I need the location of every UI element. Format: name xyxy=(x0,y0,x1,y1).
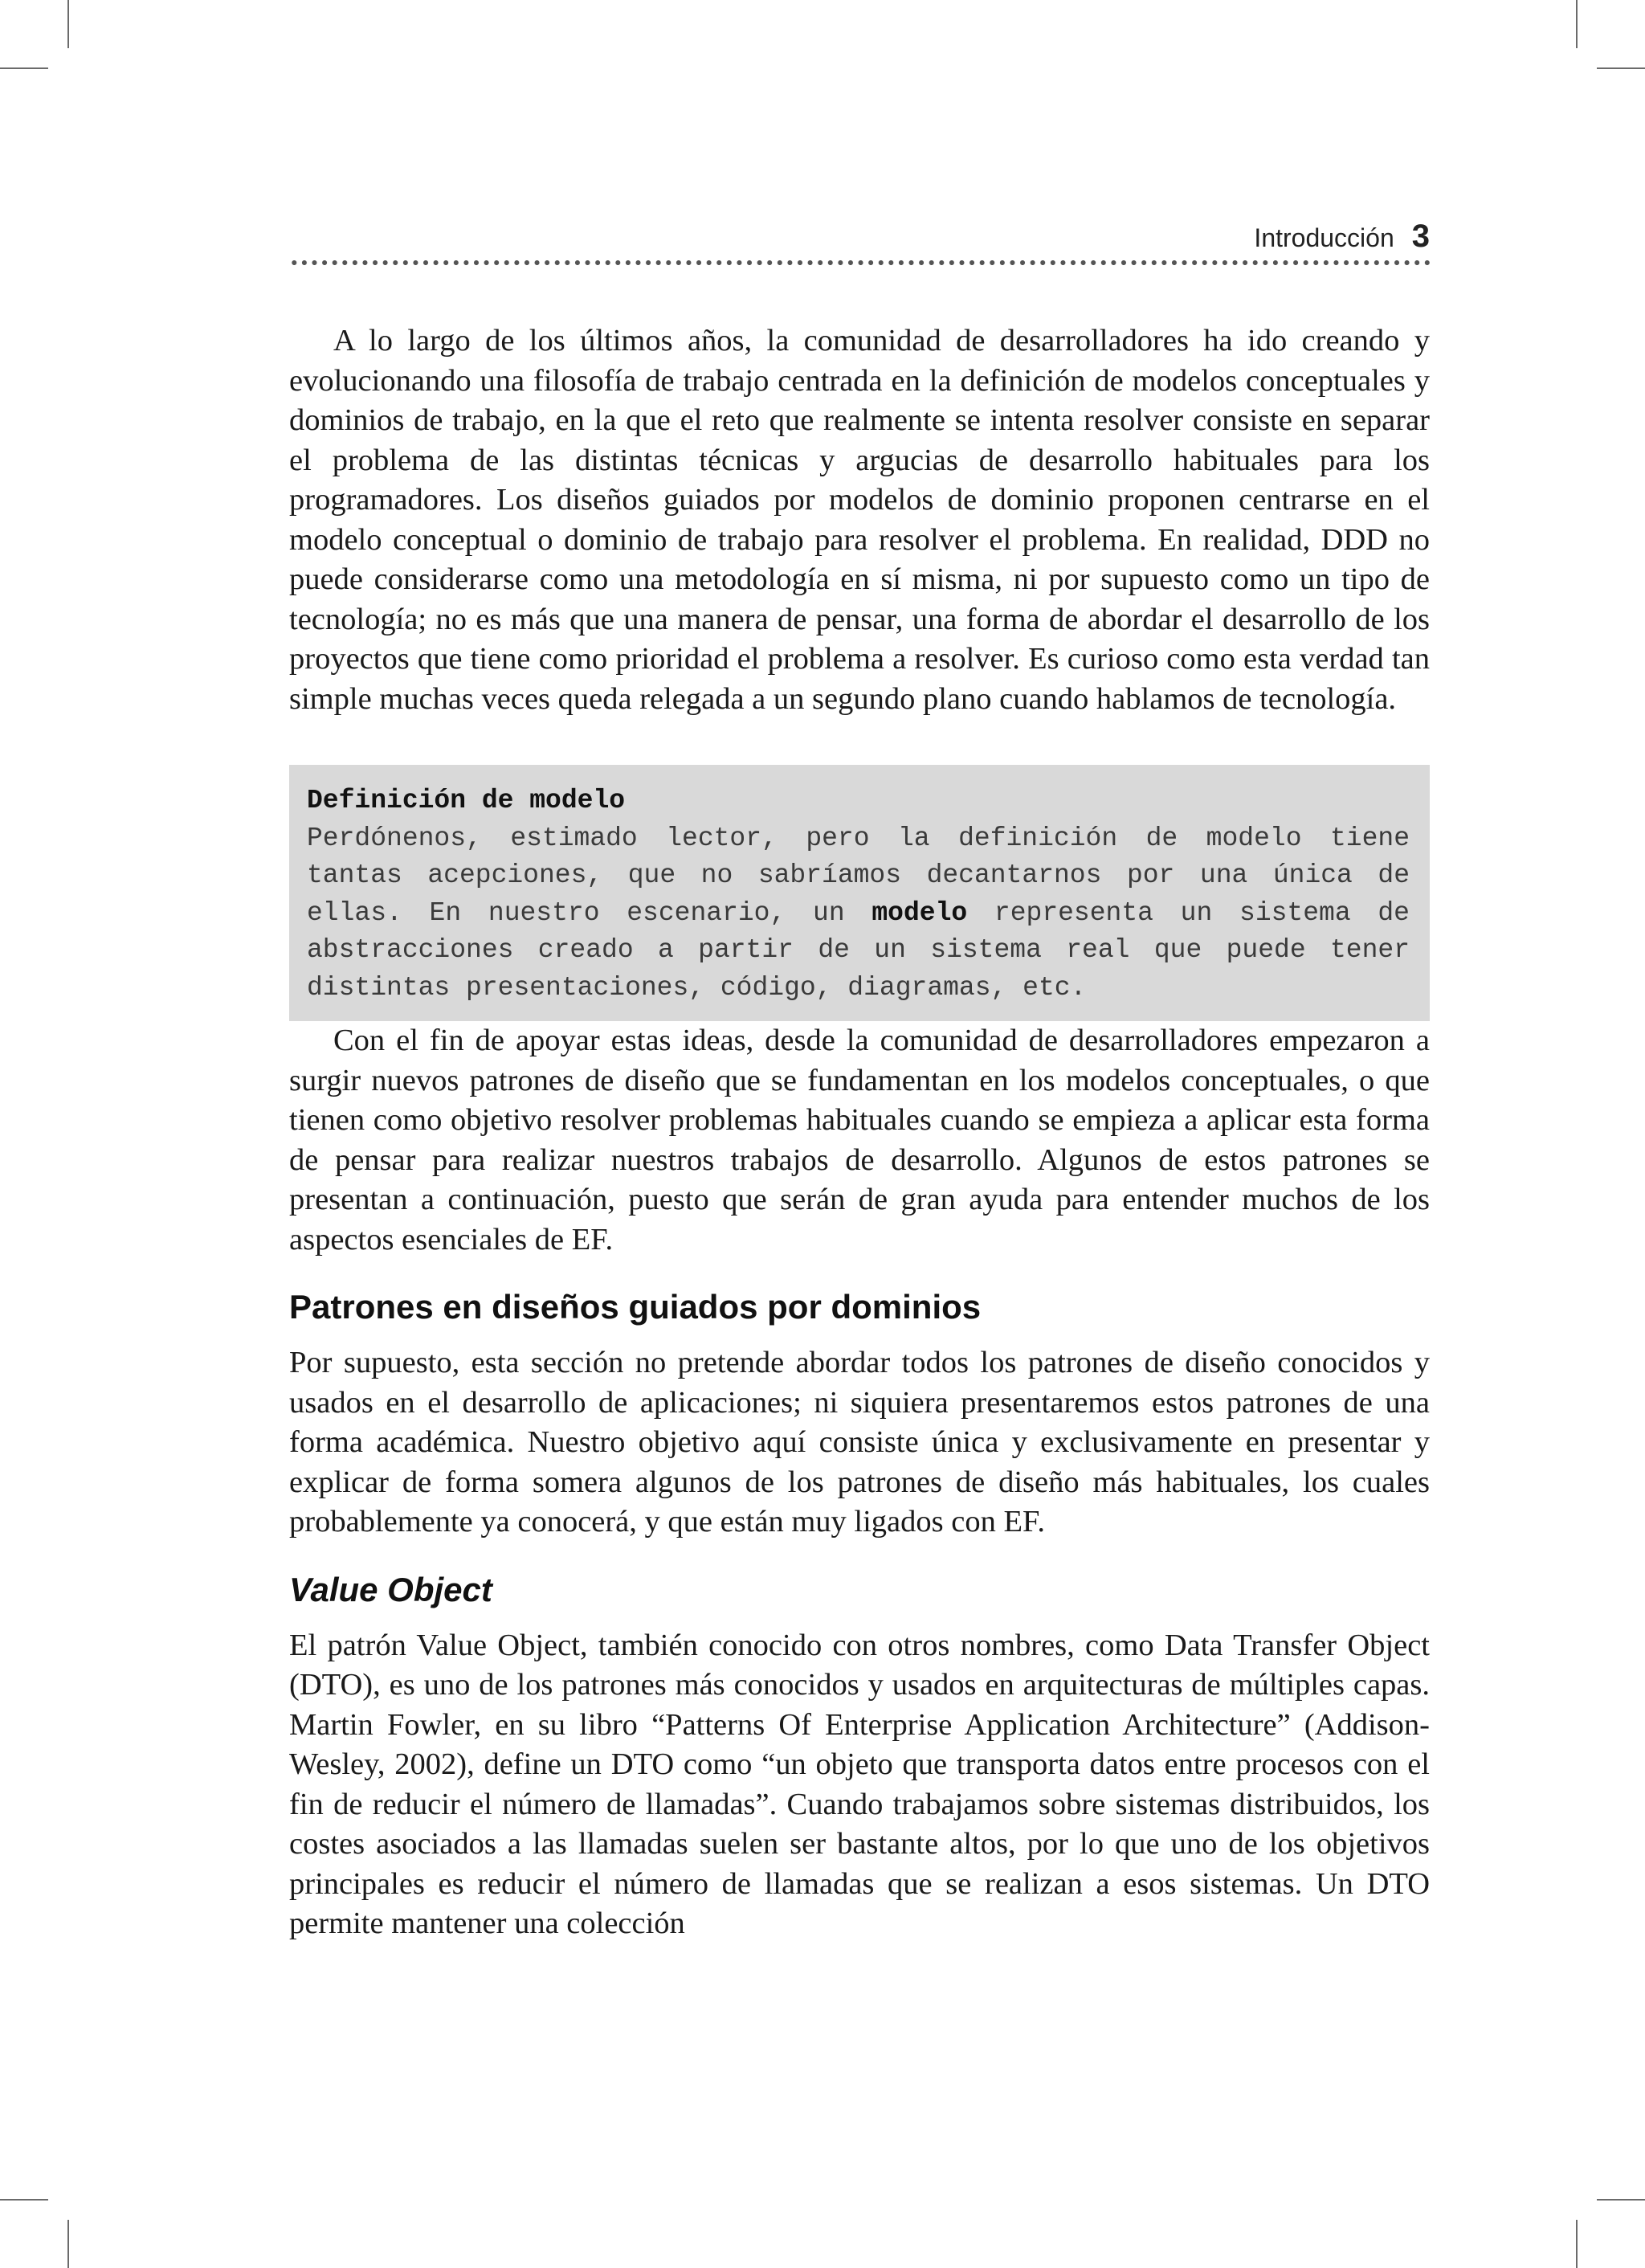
crop-mark xyxy=(1597,67,1645,69)
page-body xyxy=(289,321,1430,1944)
paragraph-value-object: El patrón Value Object, también conocido con otros nombres, como Data Transfer Object (DTO), es uno de los patrones más conocidos y usados en arquitecturas de múltiples capas. Martin Fowler, en su libro “Patterns Of Enterprise Application Architecture” (Addison-Wesley, 2002), define un DTO como “un objeto que transporta datos entre procesos con el fin de reducir el número de llamadas”. Cuando trabajamos sobre sistemas distribuidos, los costes asociados a las llamadas suelen ser bastante altos, por lo que uno de los objetivos principales es reducir el número de llamadas que se realizan a esos sistemas. Un DTO permite mantener una colección xyxy=(289,1628,1430,1940)
running-head-title: Introducción xyxy=(1254,223,1394,252)
crop-mark xyxy=(1597,2199,1645,2201)
note-body xyxy=(307,820,1410,1007)
crop-mark xyxy=(0,67,48,69)
paragraph-section: Por supuesto, esta sección no pretende abordar todos los patrones de diseño conocidos y usados en el desarrollo de aplicaciones; ni siquiera presentaremos estos patrones de una forma académica. Nuestro objetivo aquí consiste única y exclusivamente en presentar y explicar de forma somera algunos de los patrones de diseño más habituales, los cuales probablemente ya conocerá, y que están muy ligados con EF. xyxy=(289,1346,1430,1539)
note-text-after: representa un sistema de abstracciones creado a partir de un sistema real que puede tener distintas presentaciones, código, diagramas, etc. xyxy=(307,897,1410,1003)
dotted-rule xyxy=(289,259,1430,267)
paragraph-intro: A lo largo de los últimos años, la comunidad de desarrolladores ha ido creando y evolucionando una filosofía de trabajo centrada en la definición de modelos conceptuales y dominios de trabajo, en la que el reto que realmente se intenta resolver consiste en separar el problema de las distintas técnicas y argucias de desarrollo habituales para los programadores. Los diseños guiados por modelos de dominio proponen centrarse en el modelo conceptual o dominio de trabajo para resolver el problema. En realidad, DDD no puede considerarse como una metodología en sí misma, ni por supuesto como un tipo de tecnología; no es más que una manera de pensar, una forma de abordar el desarrollo de los proyectos que tiene como prioridad el problema a resolver. Es curioso como esta verdad tan simple muchas veces queda relegada a un segundo plano cuando hablamos de tecnología. xyxy=(289,324,1430,716)
section-heading: Patrones en diseños guiados por dominios xyxy=(289,1288,982,1326)
paragraph-patterns-intro: Con el fin de apoyar estas ideas, desde la comunidad de desarrolladores empezaron a surgir nuevos patrones de diseño que se fundamentan en los modelos conceptuales, o que tienen como objetivo resolver problemas habituales cuando se empieza a aplicar esta forma de pensar para realizar nuestros trabajos de desarrollo. Algunos de estos patrones se presentan a continuación, puesto que serán de gran ayuda para entender muchos de los aspectos esenciales de EF. xyxy=(289,1024,1430,1257)
crop-mark xyxy=(67,0,69,48)
definition-note-box xyxy=(289,765,1430,1021)
running-head xyxy=(289,219,1430,255)
page-number: 3 xyxy=(1411,219,1430,254)
note-bold-term: modelo xyxy=(871,897,968,928)
note-text-before: Perdónenos, estimado lector, pero la definición de modelo tiene tantas acepciones, que no sabríamos decantarnos por una única de ellas. En nuestro escenario, un xyxy=(307,823,1410,928)
crop-mark xyxy=(1576,2220,1578,2268)
crop-mark xyxy=(0,2199,48,2201)
note-title: Definición de modelo xyxy=(307,786,626,815)
subsection-heading: Value Object xyxy=(289,1570,492,1608)
crop-mark xyxy=(67,2220,69,2268)
crop-mark xyxy=(1576,0,1578,48)
